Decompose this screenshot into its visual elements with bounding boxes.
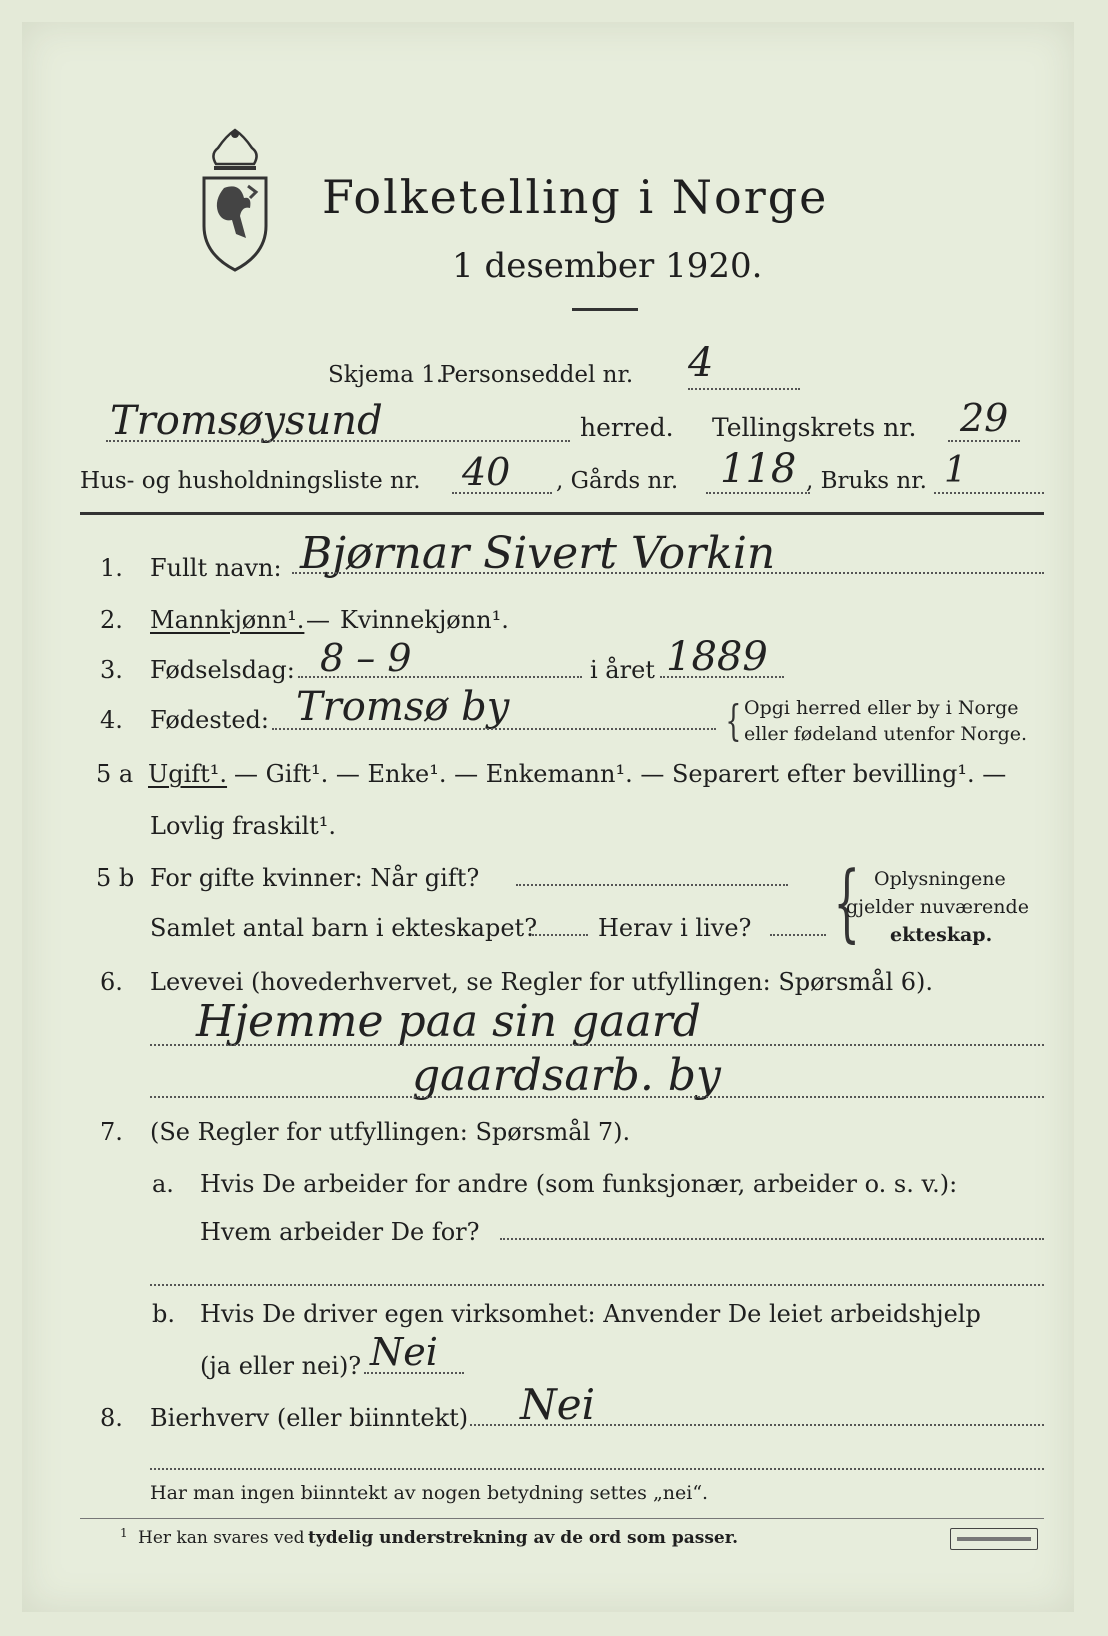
q7a-letter: a. <box>152 1170 174 1198</box>
q4-label: Fødested: <box>150 706 269 734</box>
q4-value[interactable]: Tromsø by <box>296 684 510 730</box>
husliste-line <box>452 492 552 494</box>
q5b-note-line-3: ekteskap. <box>890 924 993 946</box>
q5b-note-line-2: gjelder nuværende <box>846 896 1029 918</box>
q1-value[interactable]: Bjørnar Sivert Vorkin <box>300 528 776 579</box>
q7a-label: Hvis De arbeider for andre (som funksjonær, arbeider o. s. v.): <box>200 1170 958 1198</box>
personseddel-line <box>688 388 800 390</box>
personseddel-value[interactable]: 4 <box>688 340 714 386</box>
q7-label: (Se Regler for utfyllingen: Spørsmål 7). <box>150 1118 631 1146</box>
printer-stamp <box>950 1528 1038 1550</box>
q1-number: 1. <box>100 554 123 582</box>
tellingskrets-label: Tellingskrets nr. <box>712 413 917 442</box>
q5b-married-line <box>516 884 788 886</box>
q6-number: 6. <box>100 968 123 996</box>
title-divider <box>572 308 638 311</box>
q7a-label-2: Hvem arbeider De for? <box>200 1218 480 1246</box>
q8-label: Bierhverv (eller biinntekt) <box>150 1404 469 1432</box>
q5b-number: 5 b <box>96 864 135 892</box>
herred-label: herred. <box>580 413 674 442</box>
q5b-brace: { <box>833 853 861 951</box>
q7a-line-2 <box>150 1284 1044 1286</box>
tellingskrets-line <box>948 440 1020 442</box>
footnote-mark: 1 <box>120 1526 128 1540</box>
gards-value[interactable]: 118 <box>720 446 797 492</box>
footer-note: Har man ingen biinntekt av nogen betydning settes „nei“. <box>150 1482 709 1504</box>
header-separator <box>80 512 1044 515</box>
q3-number: 3. <box>100 656 123 684</box>
q6-value-line-1[interactable]: Hjemme paa sin gaard <box>196 996 701 1047</box>
q3-label: Fødselsdag: <box>150 656 295 684</box>
q1-line <box>292 572 1044 574</box>
bruks-line <box>934 492 1044 494</box>
q5b-alive-line <box>770 934 826 936</box>
q5a-number: 5 a <box>96 760 134 788</box>
q7b-label-2: (ja eller nei)? <box>200 1352 362 1380</box>
q5b-label: For gifte kvinner: Når gift? <box>150 864 480 892</box>
q3-value[interactable]: 8 – 9 <box>320 636 412 680</box>
q7b-line <box>364 1372 464 1374</box>
census-date: 1 desember 1920. <box>452 246 763 286</box>
bruks-value[interactable]: 1 <box>944 450 967 491</box>
tellingskrets-value[interactable]: 29 <box>960 396 1009 440</box>
footnote-rule <box>80 1518 1044 1519</box>
q3-line <box>298 676 582 678</box>
coat-of-arms-icon <box>196 126 274 276</box>
bruks-label: , Bruks nr. <box>806 468 927 494</box>
q6-line-2 <box>150 1096 1044 1098</box>
q7b-letter: b. <box>152 1300 175 1328</box>
footnote-text-a: Her kan svares ved <box>138 1528 305 1548</box>
husliste-label: Hus- og husholdningsliste nr. <box>80 468 421 494</box>
q4-brace: { <box>725 696 742 745</box>
q5a-unmarried-option[interactable]: Ugift¹. <box>148 760 228 788</box>
q4-number: 4. <box>100 706 123 734</box>
gards-line <box>706 492 810 494</box>
q8-number: 8. <box>100 1404 123 1432</box>
q4-note-line-1: Opgi herred eller by i Norge <box>744 697 1019 719</box>
q6-value-line-2[interactable]: gaardsarb. by <box>412 1050 721 1101</box>
q8-line-1 <box>470 1424 1044 1426</box>
q6-label: Levevei (hovederhvervet, se Regler for utfyllingen: Spørsmål 6). <box>150 968 934 996</box>
q7b-value[interactable]: Nei <box>370 1330 438 1374</box>
q6-line-1 <box>150 1044 1044 1046</box>
q5b-note-line-1: Oplysningene <box>874 868 1006 890</box>
q4-line <box>272 728 716 730</box>
q7a-line-1 <box>500 1238 1044 1240</box>
q2-number: 2. <box>100 606 123 634</box>
personseddel-label: Personseddel nr. <box>440 362 634 388</box>
q8-line-2 <box>150 1468 1044 1470</box>
form-title: Folketelling i Norge <box>322 170 829 224</box>
herred-value[interactable]: Tromsøysund <box>110 398 383 444</box>
q2-male-option[interactable]: Mannkjønn¹. <box>150 606 305 634</box>
q2-female-option[interactable]: Kvinnekjønn¹. <box>340 606 509 634</box>
q3-year-line <box>660 676 784 678</box>
q7b-label: Hvis De driver egen virksomhet: Anvender De leiet arbeidshjelp <box>200 1300 981 1328</box>
q2-separator: — <box>306 606 330 634</box>
q5b-children-line <box>532 934 588 936</box>
q5a-other-options[interactable]: — Gift¹. — Enke¹. — Enkemann¹. — Separert efter bevilling¹. — <box>234 760 1007 788</box>
q1-label: Fullt navn: <box>150 554 282 582</box>
q5b-alive-label: Herav i live? <box>598 914 752 942</box>
husliste-value[interactable]: 40 <box>462 450 511 494</box>
q4-note-line-2: eller fødeland utenfor Norge. <box>744 723 1028 745</box>
q3-year-label: i året <box>590 656 655 684</box>
herred-line <box>106 440 570 442</box>
q8-value[interactable]: Nei <box>520 1380 596 1429</box>
footnote-text-b: tydelig understrekning av de ord som passer. <box>308 1528 739 1548</box>
schema-label: Skjema 1. <box>328 362 444 388</box>
q7-number: 7. <box>100 1118 123 1146</box>
q5b-children-label: Samlet antal barn i ekteskapet? <box>150 914 538 942</box>
q5a-divorced-option[interactable]: Lovlig fraskilt¹. <box>150 812 337 840</box>
q3-year-value[interactable]: 1889 <box>666 634 768 680</box>
gards-label: , Gårds nr. <box>556 468 679 494</box>
